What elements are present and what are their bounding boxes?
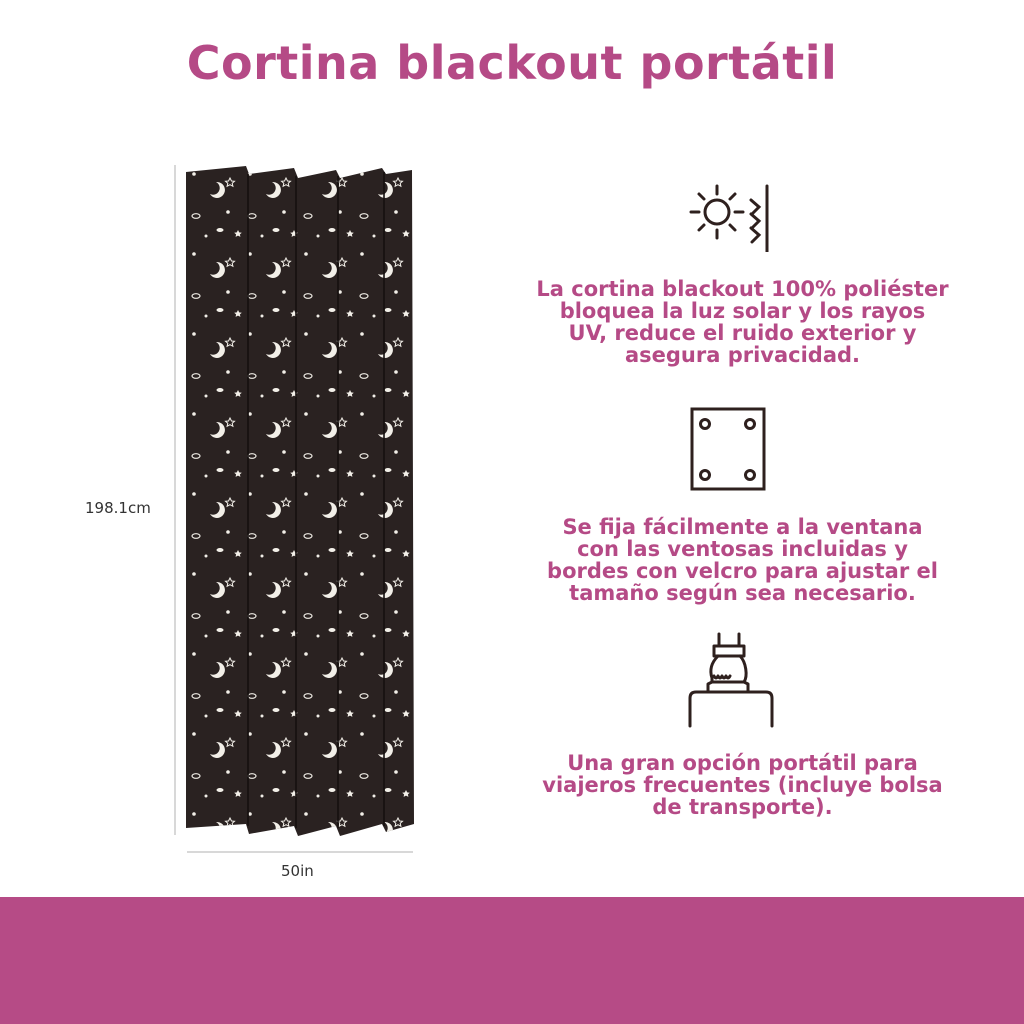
curtain-product-image bbox=[186, 164, 414, 836]
feature-line: asegura privacidad. bbox=[624, 343, 861, 367]
footer-band bbox=[0, 897, 1024, 1024]
feature-line: UV, reduce el ruido exterior y bbox=[568, 321, 917, 345]
width-label: 50in bbox=[281, 862, 314, 880]
feature-line: viajeros frecuentes (incluye bolsa bbox=[542, 773, 943, 797]
feature-line: con las ventosas incluidas y bbox=[577, 537, 908, 561]
feature-line: bordes con velcro para ajustar el bbox=[547, 559, 938, 583]
height-label: 198.1cm bbox=[85, 499, 151, 517]
suction-cup-frame-icon bbox=[688, 405, 768, 491]
sun-blocked-icon bbox=[686, 176, 776, 252]
feature-line: La cortina blackout 100% poliéster bbox=[536, 277, 949, 301]
feature-portable-text bbox=[505, 752, 980, 818]
feature-blackout-text bbox=[505, 278, 980, 366]
feature-line: bloquea la luz solar y los rayos bbox=[559, 299, 926, 323]
feature-line: Una gran opción portátil para bbox=[567, 751, 918, 775]
feature-mounting-text bbox=[505, 516, 980, 604]
feature-line: de transporte). bbox=[652, 795, 833, 819]
page-title: Cortina blackout portátil bbox=[186, 36, 838, 90]
height-dimension-line bbox=[174, 165, 176, 835]
feature-line: tamaño según sea necesario. bbox=[569, 581, 916, 605]
carry-bag-hand-icon bbox=[686, 632, 776, 728]
feature-line: Se fija fácilmente a la ventana bbox=[562, 515, 923, 539]
width-dimension-line bbox=[187, 851, 413, 853]
